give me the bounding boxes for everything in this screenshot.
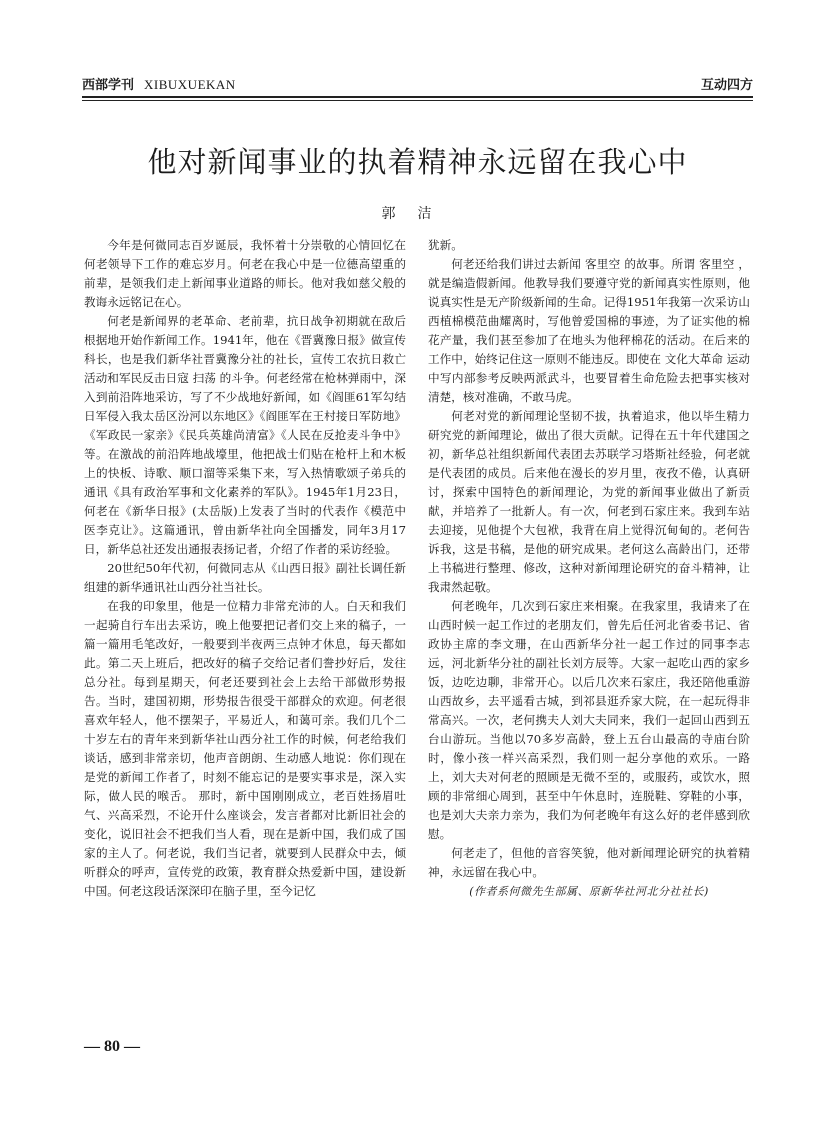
body-column-left <box>84 236 406 901</box>
journal-name-latin: XIBUXUEKAN <box>144 77 236 92</box>
paragraph: 何老对党的新闻理论坚韧不拔，执着追求，他以毕生精力研究党的新闻理论，做出了很大贡献。记得在五十年代建国之初，新华总社组织新闻代表团去苏联学习塔斯社经验，何老就是代表团的成员。后来他在漫长的岁月里，夜孜不倦，认真研讨，探索中国特色的新闻理论，为党的新闻事业做出了新贡献，并培养了一批新人。有一次，何老到石家庄来。我到车站去迎接，见他提个大包袱，我背在肩上觉得沉甸甸的。老何告诉我，这是书稿，是他的研究成果。老何这么高龄出门，还带上书稿进行整理、修改，这种对新闻理论研究的奋斗精神，让我肃然起敬。 <box>428 409 750 594</box>
paragraph: 在我的印象里，他是一位精力非常充沛的人。白天和我们一起骑自行车出去采访，晚上他要把记者们交上来的稿子，一篇一篇用毛笔改好，一般要到半夜两三点钟才休息，每天都如此。第二天上班后，把改好的稿子交给记者们誊抄好后，发往总分社。每到星期天，何老还要到社会上去给干部做形势报告。当时，建国初期，形势报告很受干部群众的欢迎。何老很喜欢年轻人，他不摆架子，平易近人，和蔼可亲。我们几个二十岁左右的青年来到新华社山西分社工作的时候，何老给我们谈话，感到非常亲切，他声音朗朗、生动感人地说：你们现在是党的新闻工作者了，时刻不能忘记的是要实事求是，深入实际，做人民的喉舌。 那时，新中国刚刚成立，老百姓扬眉吐气、兴高采烈，不论开什么座谈会，发言者都对比新旧社会的变化，说旧社会不把我们当人看，现在是新中国，我们成了国家的主人了。何老说，我们当记者，就要到人民群众中去，倾听群众的呼声，宣传党的政策，教育群众热爱新中国，建设新中国。何老这段话深深印在脑子里，至今记忆 <box>84 599 406 898</box>
paragraph: 今年是何微同志百岁诞辰，我怀着十分崇敬的心情回忆在何老领导下工作的难忘岁月。何老在我心中是一位德高望重的前辈，是领我们走上新闻事业道路的师长。他对我如慈父般的教诲永远铭记在心。 <box>84 238 406 309</box>
paragraph: 何老是新闻界的老革命、老前辈，抗日战争初期就在敌后根据地开始作新闻工作。1941年，他在《晋冀豫日报》做宣传科长，也是我们新华社晋冀豫分社的社长，宣传工农抗日救亡活动和军民反击日寇 扫荡 的斗争。何老经常在枪林弹雨中，深入到前沿阵地采访，写了不少战地好新闻，如《阎匪61军勾结日军侵入我太岳区汾河以东地区》《阎匪军在王村接日军防地》《军政民一家亲》《民兵英雄尚清富》《人民在反抢麦斗争中》等。在激战的前沿阵地战壕里，他把战士们贴在枪杆上和木板上的快板、诗歌、顺口溜等采集下来，写入热情歌颂子弟兵的通讯《具有政治军事和文化素养的军队》。1945年1月23日，何老在《新华日报》(太岳版)上发表了当时的代表作《模范中医李克让》。这篇通讯，曾由新华社向全国播发，同年3月17日，新华总社还发出通报表扬记者，介绍了作者的采访经验。 <box>84 314 406 556</box>
page-number: — 80 — <box>84 1038 140 1055</box>
body-column-right <box>428 236 750 901</box>
header-rule-thick <box>82 96 753 98</box>
running-header <box>82 68 753 96</box>
section-name: 互动四方 <box>700 78 753 93</box>
article-title: 他对新闻事业的执着精神永远留在我心中 <box>147 145 688 179</box>
journal-name-cn: 西部学刊 <box>82 78 135 93</box>
paragraph-continuation: 犹新。 <box>428 238 463 252</box>
paragraph: 何老晚年，几次到石家庄来相聚。在我家里，我请来了在山西时候一起工作过的老朋友们，曾先后任河北省委书记、省政协主席的李文珊，在山西新华分社一起工作过的同事李志远，河北新华分社的副社长刘方辰等。大家一起吃山西的家乡饭，边吃边聊，非常开心。以后几次来石家庄，我还陪他重游山西故乡，去平遥看古城，到祁县逛乔家大院，在一起玩得非常高兴。一次，老何携夫人刘大夫同来，我们一起回山西到五台山游玩。当他以70多岁高龄，登上五台山最高的寺庙台阶时，像小孩一样兴高采烈，我们则一起分享他的欢乐。一路上，刘大夫对何老的照顾是无微不至的，或服药，或饮水，照顾的非常细心周到，甚至中午休息时，连脱鞋、穿鞋的小事，也是刘大夫亲力亲为，我们为何老晚年有这么好的老伴感到欣慰。 <box>428 599 750 841</box>
article-author: 郭洁 <box>381 206 454 222</box>
header-rule-thin <box>82 100 753 101</box>
paragraph: 何老还给我们讲过去新闻 客里空 的故事。所谓 客里空 ，就是编造假新闻。他教导我们要遵守党的新闻真实性原则，他说真实性是无产阶级新闻的生命。记得1951年我第一次采访山西植棉模范曲耀离时，写他曾爱国棉的事迹，为了证实他的棉花产量，我们甚至参加了在地头为他秤棉花的活动。在后来的工作中，始终记住这一原则不能违反。即使在 文化大革命 运动中写内部参考反映两派武斗，也要冒着生命危险去把事实核对清楚，核对准确，不敢马虎。 <box>428 257 750 404</box>
author-note: (作者系何微先生部属、原新华社河北分社社长) <box>469 885 709 898</box>
paragraph: 何老走了，但他的音容笑貌，他对新闻理论研究的执着精神，永远留在我心中。 <box>428 846 750 879</box>
paragraph: 20世纪50年代初，何微同志从《山西日报》副社长调任新组建的新华通讯社山西分社当社长。 <box>84 561 406 594</box>
journal-name <box>82 74 236 93</box>
